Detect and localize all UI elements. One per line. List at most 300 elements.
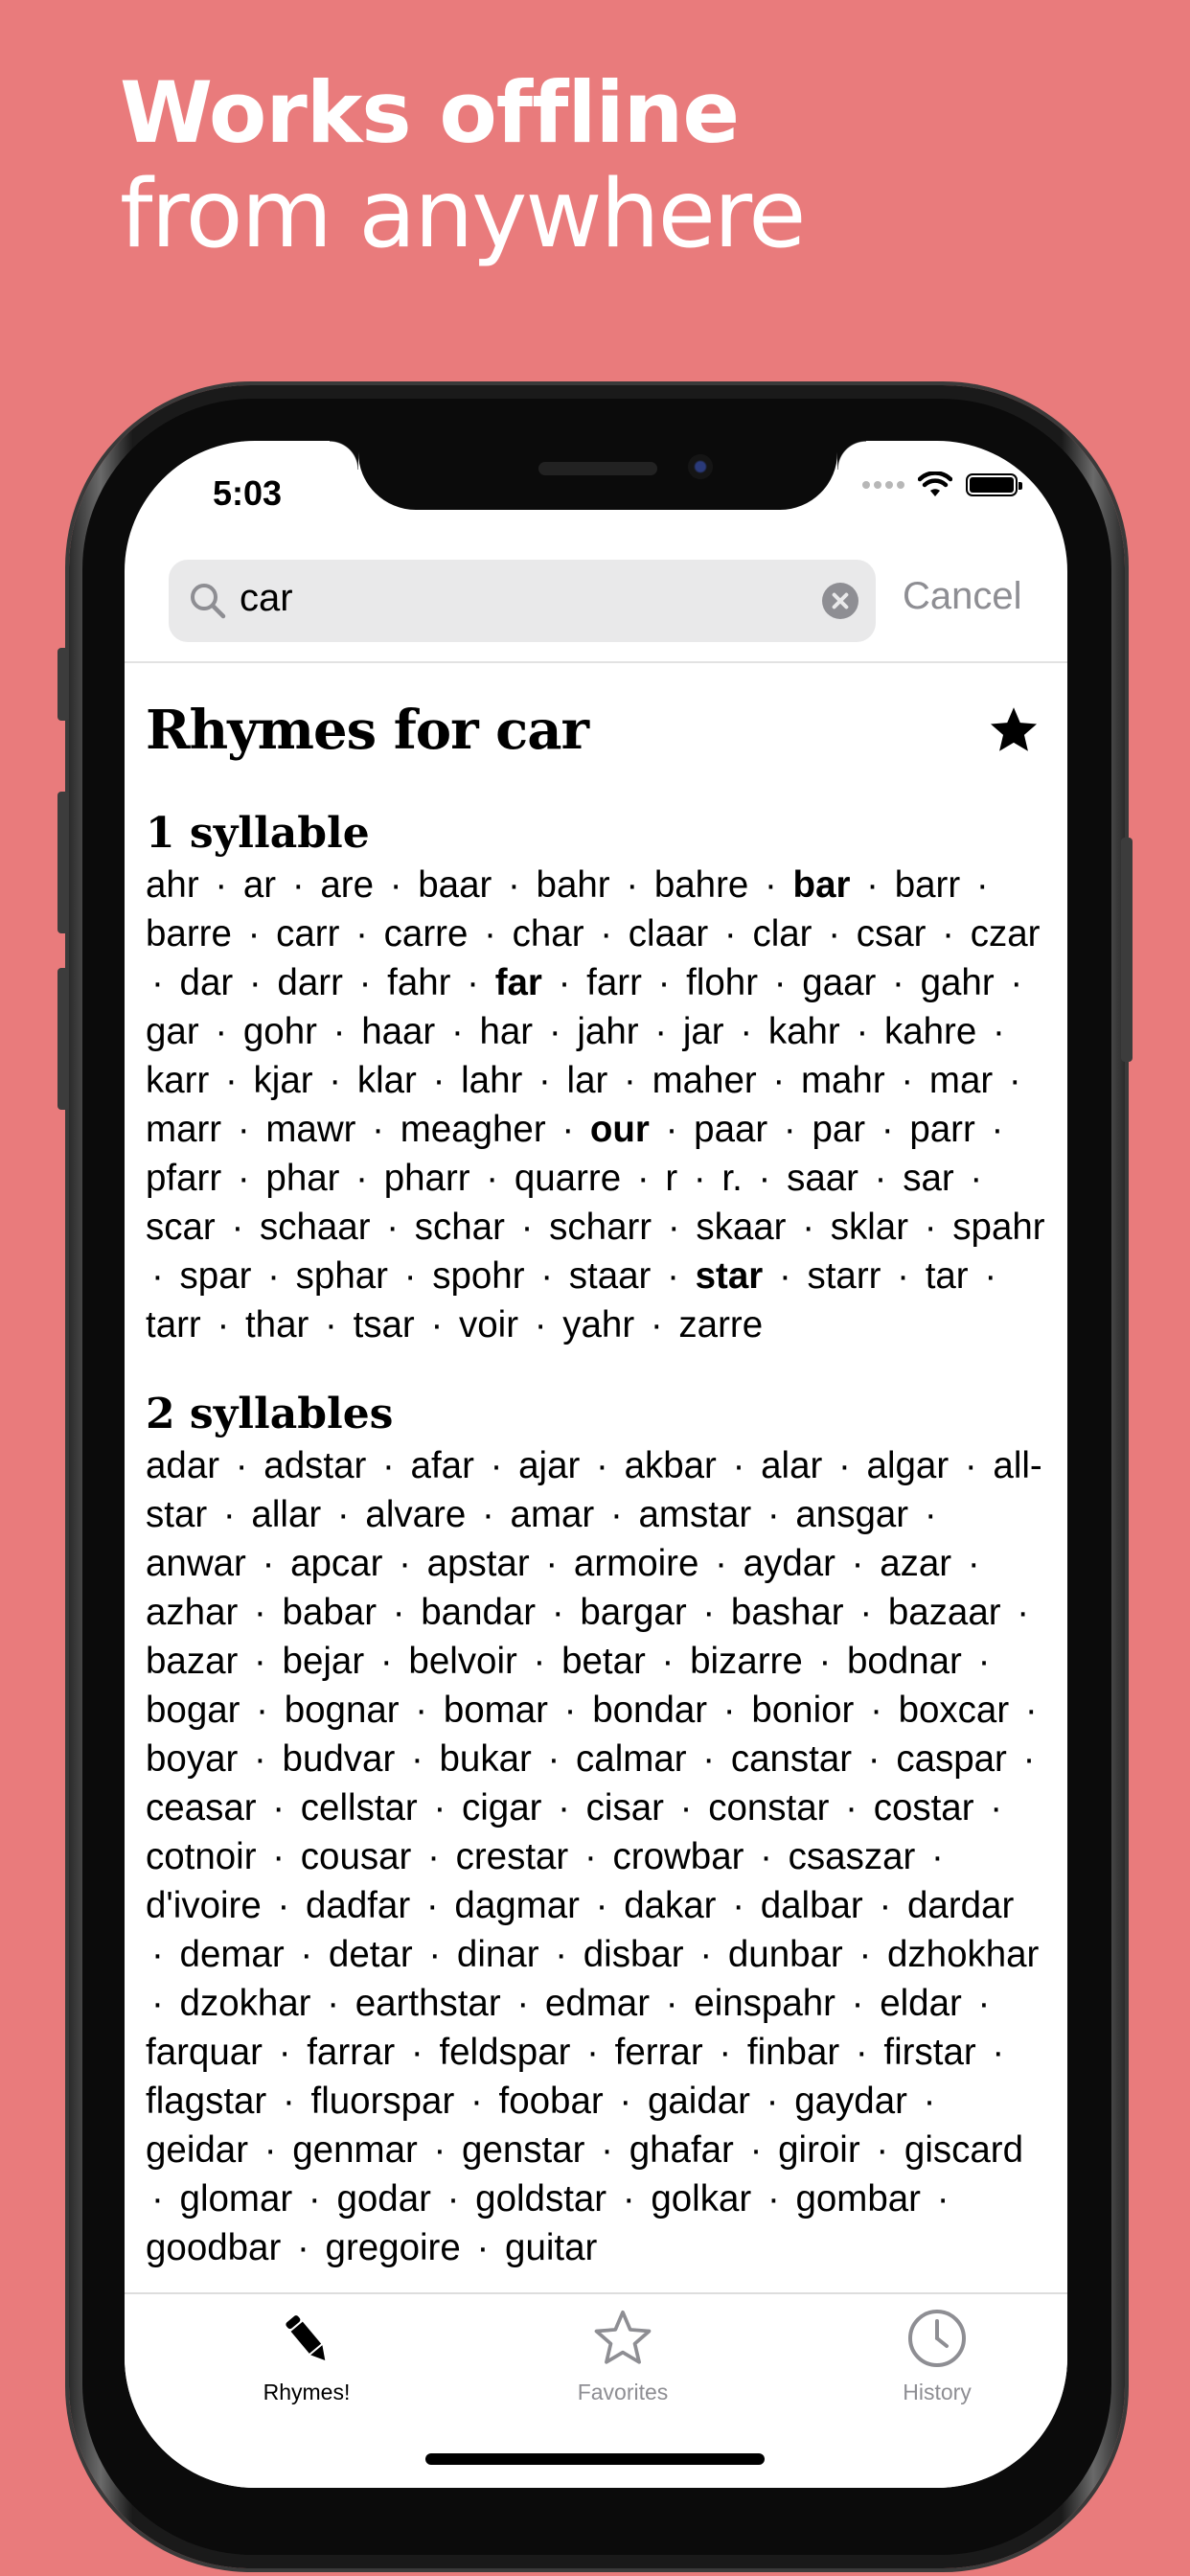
word-separator: · (225, 1060, 238, 1101)
rhyme-word[interactable]: disbar (583, 1934, 684, 1975)
rhyme-word[interactable]: bargar (580, 1592, 687, 1633)
word-list (146, 861, 1046, 1349)
rhyme-word[interactable]: ceasar (146, 1787, 257, 1828)
rhyme-word[interactable]: dunbar (727, 1934, 843, 1975)
rhyme-word[interactable]: phar (265, 1158, 340, 1199)
promo-headline (120, 63, 805, 269)
rhyme-word[interactable]: bodnar (846, 1641, 962, 1682)
word-separator: · (773, 962, 787, 1003)
rhyme-word[interactable]: mahr (800, 1060, 885, 1101)
rhyme-word[interactable]: sphar (295, 1255, 388, 1297)
word-separator: · (358, 962, 372, 1003)
word-separator: · (151, 1983, 164, 2024)
word-separator: · (1024, 1690, 1038, 1731)
tab-bar (125, 2292, 1067, 2488)
rhyme-word[interactable]: bognar (284, 1690, 400, 1731)
rhyme-word[interactable]: farquar (146, 2032, 263, 2073)
word-separator: · (767, 1494, 780, 1535)
rhyme-word[interactable]: armoire (573, 1543, 699, 1584)
rhyme-word[interactable]: jahr (577, 1011, 639, 1052)
rhyme-word[interactable]: golkar (651, 2178, 752, 2220)
rhyme-word[interactable]: dzokhar (179, 1983, 311, 2024)
word-separator: · (975, 864, 989, 906)
word-separator: · (667, 1255, 679, 1297)
page-title: Rhymes for car (146, 699, 589, 762)
word-separator: · (1022, 1738, 1036, 1780)
tab-history[interactable] (841, 2308, 1033, 2405)
rhyme-word[interactable]: lahr (461, 1060, 523, 1101)
mute-switch (57, 648, 69, 721)
rhyme-word[interactable]: czar (970, 913, 1041, 954)
rhyme-word[interactable]: gohr (242, 1011, 317, 1052)
rhyme-word[interactable]: dinar (456, 1934, 539, 1975)
word-separator: · (516, 1983, 530, 2024)
rhyme-word[interactable]: char (512, 913, 584, 954)
rhyme-word[interactable]: baar (418, 864, 492, 906)
rhyme-word[interactable]: algar (866, 1445, 950, 1486)
rhyme-word[interactable]: our (589, 1109, 650, 1150)
word-separator: · (254, 1738, 266, 1780)
word-separator: · (622, 2178, 635, 2220)
rhyme-word[interactable]: klar (356, 1060, 417, 1101)
rhyme-word[interactable]: boxcar (898, 1690, 1010, 1731)
section-title: 2 syllables (146, 1390, 394, 1438)
rhyme-word[interactable]: marr (146, 1109, 222, 1150)
rhyme-word[interactable]: detar (328, 1934, 413, 1975)
word-separator: · (446, 2178, 460, 2220)
word-separator: · (619, 2081, 632, 2122)
word-separator: · (327, 1983, 340, 2024)
word-separator: · (256, 1690, 268, 1731)
rhyme-word[interactable]: csar (856, 913, 927, 954)
rhyme-word[interactable]: gahr (920, 962, 995, 1003)
syllable-section (146, 1388, 1046, 2272)
clear-search-icon[interactable] (822, 583, 858, 619)
rhyme-word[interactable]: spahr (952, 1207, 1045, 1248)
rhyme-word[interactable]: karr (146, 1060, 210, 1101)
rhyme-results (146, 692, 1046, 2273)
word-separator: · (876, 2129, 889, 2171)
rhyme-word[interactable]: clar (752, 913, 812, 954)
word-separator: · (936, 2178, 950, 2220)
word-separator: · (476, 2227, 490, 2268)
rhyme-word[interactable]: far (494, 962, 542, 1003)
rhyme-word[interactable]: dar (179, 962, 234, 1003)
rhyme-word[interactable]: adstar (263, 1445, 367, 1486)
word-separator: · (818, 1641, 832, 1682)
rhyme-word[interactable]: amstar (638, 1494, 752, 1535)
rhyme-word[interactable]: bazaar (887, 1592, 1001, 1633)
rhyme-word[interactable]: eldar (880, 1983, 962, 2024)
rhyme-word[interactable]: quarre (514, 1158, 622, 1199)
rhyme-word[interactable]: aydar (743, 1543, 835, 1584)
rhyme-word[interactable]: canstar (730, 1738, 853, 1780)
word-separator: · (993, 1011, 1005, 1052)
rhyme-word[interactable]: are (320, 864, 375, 906)
rhyme-word[interactable]: tsar (353, 1304, 415, 1346)
word-separator: · (277, 1885, 290, 1926)
word-separator: · (427, 1836, 440, 1877)
rhyme-word[interactable]: bazar (146, 1641, 239, 1682)
word-separator: · (942, 913, 954, 954)
word-separator: · (215, 1011, 228, 1052)
search-bar[interactable] (169, 560, 876, 642)
rhyme-word[interactable]: foobar (498, 2081, 604, 2122)
rhyme-word[interactable]: barr (894, 864, 961, 906)
word-separator: · (235, 1445, 248, 1486)
word-separator: · (732, 1885, 745, 1926)
rhyme-word[interactable]: alvare (365, 1494, 467, 1535)
rhyme-word[interactable]: bizarre (690, 1641, 803, 1682)
rhyme-word[interactable]: azar (880, 1543, 952, 1584)
word-separator: · (272, 1836, 286, 1877)
word-separator: · (558, 962, 571, 1003)
word-separator: · (765, 864, 777, 906)
word-separator: · (874, 1158, 887, 1199)
rhyme-word[interactable]: bondar (592, 1690, 708, 1731)
word-separator: · (291, 864, 305, 906)
word-list (146, 1441, 1046, 2272)
word-separator: · (389, 864, 402, 906)
word-separator: · (486, 1158, 499, 1199)
rhyme-word[interactable]: bomar (443, 1690, 548, 1731)
status-icons (862, 472, 1018, 498)
word-separator: · (702, 1738, 716, 1780)
word-separator: · (355, 913, 368, 954)
rhyme-word[interactable]: edmar (544, 1983, 651, 2024)
rhyme-word[interactable]: azhar (146, 1592, 239, 1633)
rhyme-word[interactable]: afar (410, 1445, 474, 1486)
word-separator: · (548, 1011, 561, 1052)
rhyme-word[interactable]: dadfar (306, 1885, 411, 1926)
promo-line-1: Works offline (120, 63, 740, 162)
rhyme-word[interactable]: d'ivoire (146, 1885, 262, 1926)
rhyme-word[interactable]: dalbar (760, 1885, 863, 1926)
rhyme-word[interactable]: boyar (146, 1738, 239, 1780)
rhyme-word[interactable]: cotnoir (146, 1836, 257, 1877)
rhyme-word[interactable]: par (812, 1109, 866, 1150)
rhyme-word[interactable]: barre (146, 913, 232, 954)
rhyme-word[interactable]: voir (458, 1304, 519, 1346)
rhyme-word[interactable]: crowbar (612, 1836, 744, 1877)
word-separator: · (772, 1060, 786, 1101)
word-separator: · (1010, 962, 1023, 1003)
word-separator: · (924, 1207, 937, 1248)
word-separator: · (379, 1641, 393, 1682)
word-separator: · (732, 1445, 745, 1486)
rhyme-word[interactable]: cigar (461, 1787, 542, 1828)
rhyme-word[interactable]: budvar (282, 1738, 396, 1780)
word-separator: · (931, 1836, 944, 1877)
word-separator: · (802, 1207, 815, 1248)
home-indicator (425, 2453, 765, 2465)
rhyme-word[interactable]: cisar (585, 1787, 664, 1828)
word-separator: · (845, 1787, 858, 1828)
rhyme-word[interactable]: allar (251, 1494, 322, 1535)
rhyme-word[interactable]: fluorspar (310, 2081, 455, 2122)
rhyme-word[interactable]: parr (909, 1109, 975, 1150)
rhyme-word[interactable]: goodbar (146, 2227, 282, 2268)
rhyme-word[interactable]: gar (146, 1011, 199, 1052)
rhyme-word[interactable]: haar (361, 1011, 436, 1052)
rhyme-word[interactable]: star (695, 1255, 764, 1297)
word-separator: · (740, 1011, 753, 1052)
word-separator: · (866, 864, 879, 906)
word-separator: · (661, 1641, 675, 1682)
rhyme-word[interactable]: spar (179, 1255, 252, 1297)
rhyme-word[interactable]: genmar (292, 2129, 418, 2171)
rhyme-word[interactable]: ansgar (795, 1494, 909, 1535)
rhyme-word[interactable]: bandar (421, 1592, 537, 1633)
rhyme-word[interactable]: ahr (146, 864, 199, 906)
rhyme-word[interactable]: spohr (432, 1255, 525, 1297)
word-separator: · (267, 1255, 280, 1297)
promo-line-2: from anywhere (120, 159, 805, 269)
rhyme-word[interactable]: dardar (907, 1885, 1015, 1926)
rhyme-word[interactable]: csaszar (788, 1836, 916, 1877)
rhyme-word[interactable]: sar (903, 1158, 954, 1199)
rhyme-word[interactable]: calmar (576, 1738, 687, 1780)
rhyme-word[interactable]: bahre (653, 864, 749, 906)
rhyme-word[interactable]: bashar (730, 1592, 844, 1633)
rhyme-word[interactable]: farrar (307, 2032, 396, 2073)
word-separator: · (719, 2032, 732, 2073)
word-separator: · (595, 1885, 608, 1926)
word-separator: · (991, 1109, 1004, 1150)
word-separator: · (665, 1109, 678, 1150)
word-separator: · (508, 864, 520, 906)
rhyme-word[interactable]: godar (336, 2178, 431, 2220)
word-separator: · (410, 2032, 423, 2073)
rhyme-word[interactable]: schaar (259, 1207, 371, 1248)
rhyme-word[interactable]: amar (510, 1494, 595, 1535)
word-separator: · (262, 1543, 275, 1584)
rhyme-word[interactable]: genstar (462, 2129, 585, 2171)
rhyme-word[interactable]: gregoire (325, 2227, 461, 2268)
word-separator: · (399, 1543, 411, 1584)
rhyme-word[interactable]: thar (244, 1304, 309, 1346)
word-separator: · (758, 1158, 771, 1199)
word-separator: · (433, 2129, 446, 2171)
rhyme-word[interactable]: ajar (518, 1445, 581, 1486)
rhyme-word[interactable]: gaar (802, 962, 877, 1003)
tab-label-history: History (903, 2380, 972, 2404)
rhyme-word[interactable]: cousar (300, 1836, 412, 1877)
tab-label-rhymes: Rhymes! (263, 2380, 351, 2404)
word-separator: · (977, 1983, 991, 2024)
rhyme-word[interactable]: crestar (455, 1836, 569, 1877)
word-separator: · (859, 1592, 873, 1633)
rhyme-word[interactable]: scar (146, 1207, 216, 1248)
rhyme-word[interactable]: giscard (904, 2129, 1024, 2171)
notch (358, 441, 837, 510)
speaker (538, 462, 657, 475)
word-separator: · (329, 1060, 342, 1101)
rhyme-word[interactable]: paar (694, 1109, 768, 1150)
word-separator: · (650, 1304, 663, 1346)
rhyme-word[interactable]: bukar (439, 1738, 532, 1780)
rhyme-word[interactable]: giroir (778, 2129, 860, 2171)
word-separator: · (490, 1445, 503, 1486)
word-separator: · (767, 2178, 780, 2220)
rhyme-word[interactable]: bar (792, 864, 851, 906)
rhyme-word[interactable]: belvoir (408, 1641, 517, 1682)
rhyme-word[interactable]: carre (383, 913, 469, 954)
word-separator: · (467, 962, 479, 1003)
rhyme-word[interactable]: gombar (795, 2178, 922, 2220)
rhyme-word[interactable]: bonior (751, 1690, 855, 1731)
tab-label-favorites: Favorites (577, 2380, 669, 2404)
word-separator: · (215, 864, 228, 906)
rhyme-word[interactable]: feldspar (439, 2032, 571, 2073)
tab-favorites[interactable] (527, 2308, 719, 2405)
rhyme-word[interactable]: gaydar (794, 2081, 907, 2122)
word-separator: · (545, 1543, 559, 1584)
word-separator: · (636, 1158, 650, 1199)
rhyme-word[interactable]: saar (787, 1158, 858, 1199)
word-separator: · (558, 1787, 570, 1828)
rhyme-word[interactable]: firstar (883, 2032, 976, 2073)
rhyme-word[interactable]: cellstar (300, 1787, 418, 1828)
rhyme-word[interactable]: dagmar (454, 1885, 580, 1926)
word-separator: · (254, 1592, 266, 1633)
rhyme-word[interactable]: carr (276, 913, 340, 954)
rhyme-word[interactable]: maher (652, 1060, 757, 1101)
word-separator: · (263, 2129, 277, 2171)
rhyme-word[interactable]: constar (708, 1787, 830, 1828)
rhyme-word[interactable]: claar (628, 913, 709, 954)
word-separator: · (392, 1592, 405, 1633)
rhyme-word[interactable]: farr (586, 962, 642, 1003)
rhyme-word[interactable]: har (479, 1011, 534, 1052)
word-separator: · (665, 1983, 678, 2024)
word-separator: · (609, 1494, 623, 1535)
rhyme-word[interactable]: ghafar (629, 2129, 734, 2171)
word-separator: · (540, 1255, 554, 1297)
rhyme-word[interactable]: geidar (146, 2129, 249, 2171)
rhyme-word[interactable]: kjar (253, 1060, 313, 1101)
word-separator: · (970, 1158, 983, 1199)
rhyme-word[interactable]: flagstar (146, 2081, 267, 2122)
star-icon (592, 2308, 653, 2369)
rhyme-word[interactable]: betar (561, 1641, 646, 1682)
rhyme-word[interactable]: goldstar (475, 2178, 607, 2220)
rhyme-word[interactable]: fahr (387, 962, 451, 1003)
rhyme-word[interactable]: lar (566, 1060, 608, 1101)
rhyme-word[interactable]: pharr (383, 1158, 470, 1199)
rhyme-word[interactable]: dzhokhar (887, 1934, 1040, 1975)
cancel-button[interactable]: Cancel (903, 575, 1022, 617)
word-separator: · (336, 1494, 350, 1535)
word-separator: · (596, 1445, 608, 1486)
rhyme-word[interactable]: scharr (549, 1207, 652, 1248)
rhyme-word[interactable]: r. (721, 1158, 743, 1199)
rhyme-word[interactable]: mar (928, 1060, 994, 1101)
volume-up-button (57, 792, 69, 933)
rhyme-word[interactable]: apcar (290, 1543, 383, 1584)
tab-rhymes[interactable] (211, 2308, 402, 2405)
word-separator: · (964, 1445, 977, 1486)
rhyme-word[interactable]: alar (761, 1445, 823, 1486)
rhyme-word[interactable]: bahr (536, 864, 610, 906)
word-separator: · (247, 913, 261, 954)
rhyme-word[interactable]: kahre (883, 1011, 977, 1052)
rhyme-word[interactable]: dakar (624, 1885, 717, 1926)
rhyme-word[interactable]: zarre (678, 1304, 764, 1346)
word-separator: · (851, 1543, 864, 1584)
rhyme-word[interactable]: glomar (179, 2178, 293, 2220)
rhyme-word[interactable]: r (665, 1158, 678, 1199)
word-separator: · (520, 1207, 534, 1248)
rhyme-word[interactable]: tarr (146, 1304, 201, 1346)
rhyme-word[interactable]: caspar (896, 1738, 1007, 1780)
rhyme-word[interactable]: tar (925, 1255, 969, 1297)
rhyme-word[interactable]: finbar (746, 2032, 840, 2073)
word-separator: · (563, 1690, 577, 1731)
rhyme-word[interactable]: akbar (624, 1445, 717, 1486)
word-separator: · (702, 1592, 716, 1633)
rhyme-word[interactable]: kahr (767, 1011, 840, 1052)
rhyme-word[interactable]: jar (682, 1011, 724, 1052)
word-separator: · (151, 1934, 164, 1975)
search-input[interactable]: car (240, 577, 293, 619)
rhyme-word[interactable]: bogar (146, 1690, 240, 1731)
rhyme-word[interactable]: darr (277, 962, 343, 1003)
rhyme-word[interactable]: schar (414, 1207, 505, 1248)
rhyme-word[interactable]: starr (807, 1255, 881, 1297)
rhyme-word[interactable]: anwar (146, 1543, 246, 1584)
rhyme-word[interactable]: flohr (686, 962, 759, 1003)
word-separator: · (984, 1255, 997, 1297)
rhyme-word[interactable]: guitar (505, 2227, 598, 2268)
divider (125, 661, 1067, 663)
rhyme-word[interactable]: staar (568, 1255, 652, 1297)
rhyme-word[interactable]: skaar (696, 1207, 787, 1248)
word-separator: · (217, 1304, 230, 1346)
rhyme-word[interactable]: adar (146, 1445, 220, 1486)
rhyme-word[interactable]: einspahr (694, 1983, 835, 2024)
rhyme-word[interactable]: sklar (830, 1207, 909, 1248)
rhyme-word[interactable]: earthstar (355, 1983, 501, 2024)
favorite-star-icon[interactable] (987, 703, 1041, 757)
word-separator: · (470, 2081, 483, 2122)
rhyme-word[interactable]: babar (282, 1592, 378, 1633)
word-separator: · (828, 913, 841, 954)
rhyme-word[interactable]: yahr (562, 1304, 635, 1346)
phone-screen (125, 441, 1067, 2488)
rhyme-word[interactable]: pfarr (146, 1158, 222, 1199)
word-separator: · (237, 1158, 250, 1199)
rhyme-word[interactable]: demar (179, 1934, 285, 1975)
rhyme-word[interactable]: mawr (265, 1109, 356, 1150)
word-separator: · (415, 1690, 428, 1731)
rhyme-word[interactable]: apstar (426, 1543, 530, 1584)
word-separator: · (450, 1011, 464, 1052)
word-separator: · (967, 1543, 980, 1584)
rhyme-word[interactable]: costar (873, 1787, 974, 1828)
word-separator: · (561, 1109, 575, 1150)
clock-icon (906, 2308, 968, 2369)
rhyme-word[interactable]: meagher (400, 1109, 546, 1150)
rhyme-word[interactable]: ar (242, 864, 277, 906)
rhyme-word[interactable]: ferrar (614, 2032, 703, 2073)
cellular-signal-icon (862, 481, 904, 489)
word-separator: · (881, 1109, 894, 1150)
word-separator: · (433, 1787, 446, 1828)
rhyme-word[interactable]: all-star (146, 1445, 1042, 1535)
rhyme-word[interactable]: gaidar (647, 2081, 750, 2122)
rhyme-word[interactable]: bejar (282, 1641, 365, 1682)
